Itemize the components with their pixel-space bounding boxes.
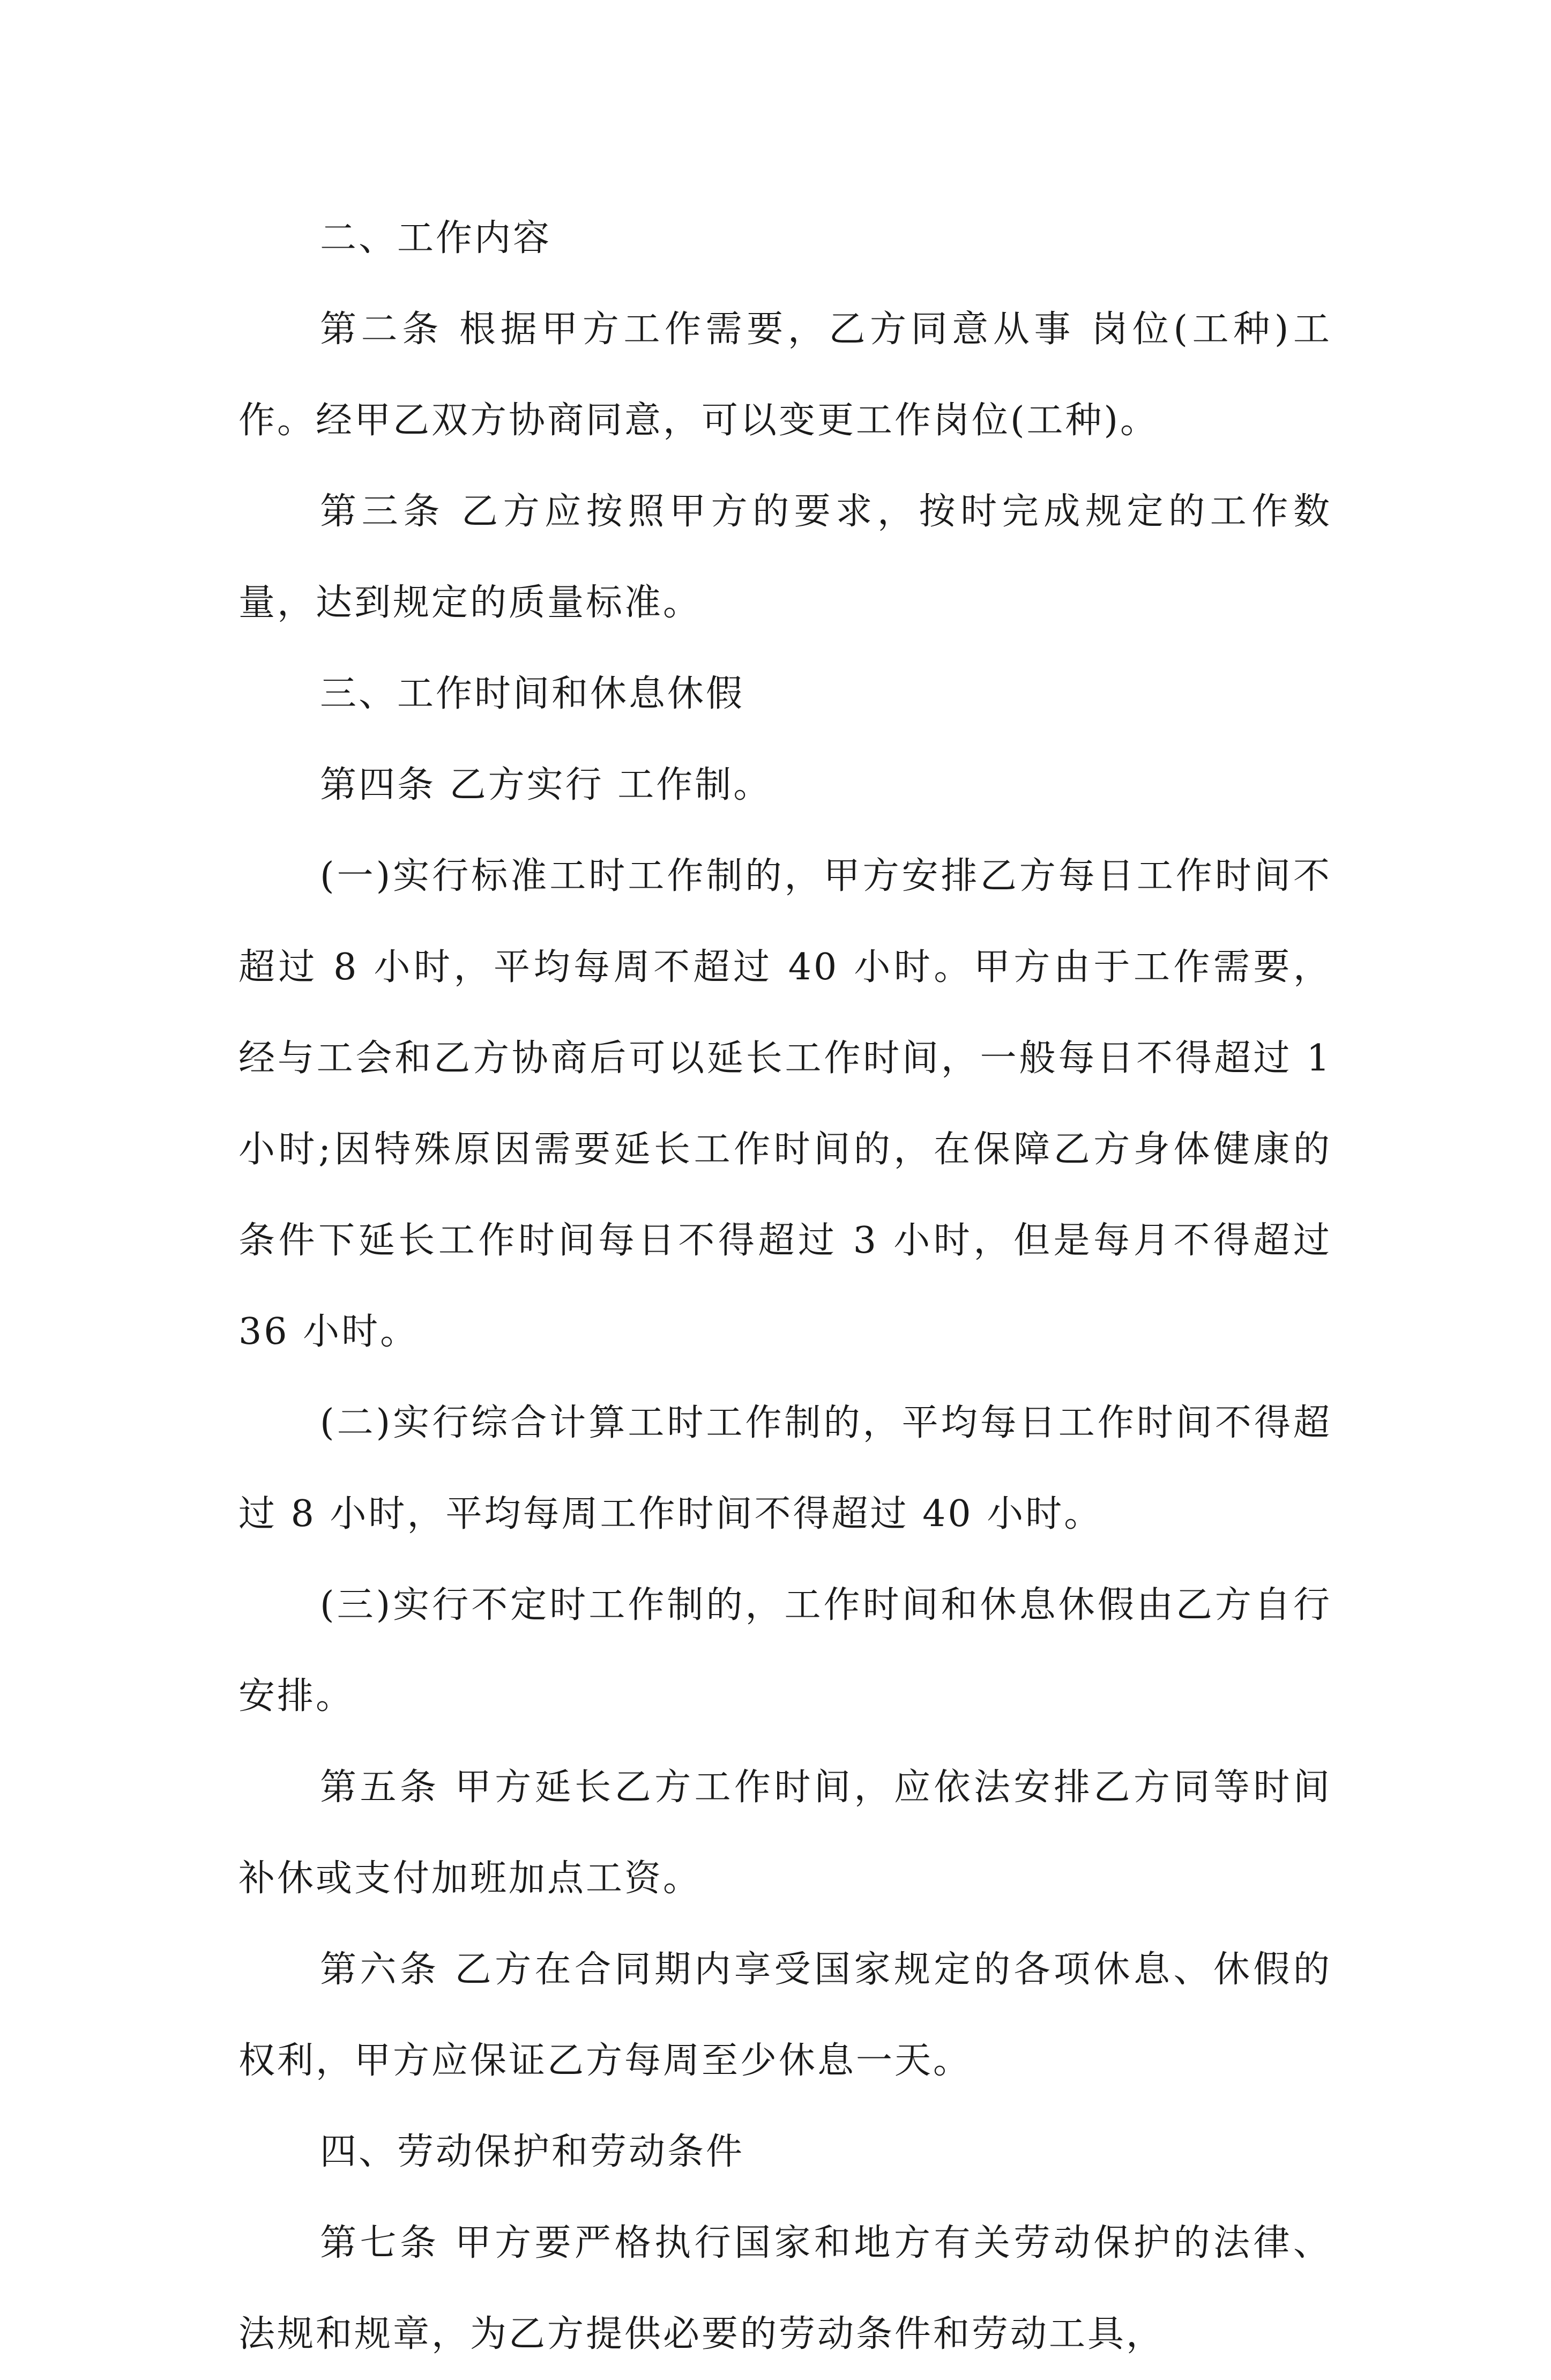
section-heading-work-content: 二、工作内容 bbox=[320, 217, 552, 259]
article-3-paragraph: 第三条 乙方应按照甲方的要求，按时完成规定的工作数量，达到规定的质量标准。 bbox=[238, 490, 1332, 624]
article-4-item-2: (二)实行综合计算工时工作制的，平均每日工作时间不得超过 8 小时，平均每周工作时间不得超过 40 小时。 bbox=[238, 1402, 1332, 1535]
article-5-paragraph: 第五条 甲方延长乙方工作时间，应依法安排乙方同等时间补休或支付加班加点工资。 bbox=[238, 1766, 1332, 1900]
document-body bbox=[238, 193, 1332, 2380]
section-heading-working-hours: 三、工作时间和休息休假 bbox=[320, 673, 745, 715]
section-heading-labor-protection: 四、劳动保护和劳动条件 bbox=[320, 2131, 745, 2173]
article-4-paragraph: 第四条 乙方实行 工作制。 bbox=[320, 764, 772, 806]
article-4-item-1: (一)实行标准工时工作制的，甲方安排乙方每日工作时间不超过 8 小时，平均每周不超过 40 小时。甲方由于工作需要，经与工会和乙方协商后可以延长工作时间，一般每日不得超过 1 小时;因特殊原因需要延长工作时间的，在保障乙方身体健康的条件下延长工作时间每日不得超过 3 小时，但是每月不得超过 36 小时。 bbox=[238, 855, 1332, 1353]
article-6-paragraph: 第六条 乙方在合同期内享受国家规定的各项休息、休假的权利，甲方应保证乙方每周至少休息一天。 bbox=[238, 1948, 1332, 2082]
article-2-paragraph: 第二条 根据甲方工作需要，乙方同意从事 岗位(工种)工作。经甲乙双方协商同意，可以变更工作岗位(工种)。 bbox=[238, 308, 1332, 442]
article-4-item-3: (三)实行不定时工作制的，工作时间和休息休假由乙方自行安排。 bbox=[238, 1584, 1332, 1717]
article-7-paragraph: 第七条 甲方要严格执行国家和地方有关劳动保护的法律、法规和规章，为乙方提供必要的劳动条件和劳动工具， bbox=[238, 2222, 1332, 2355]
